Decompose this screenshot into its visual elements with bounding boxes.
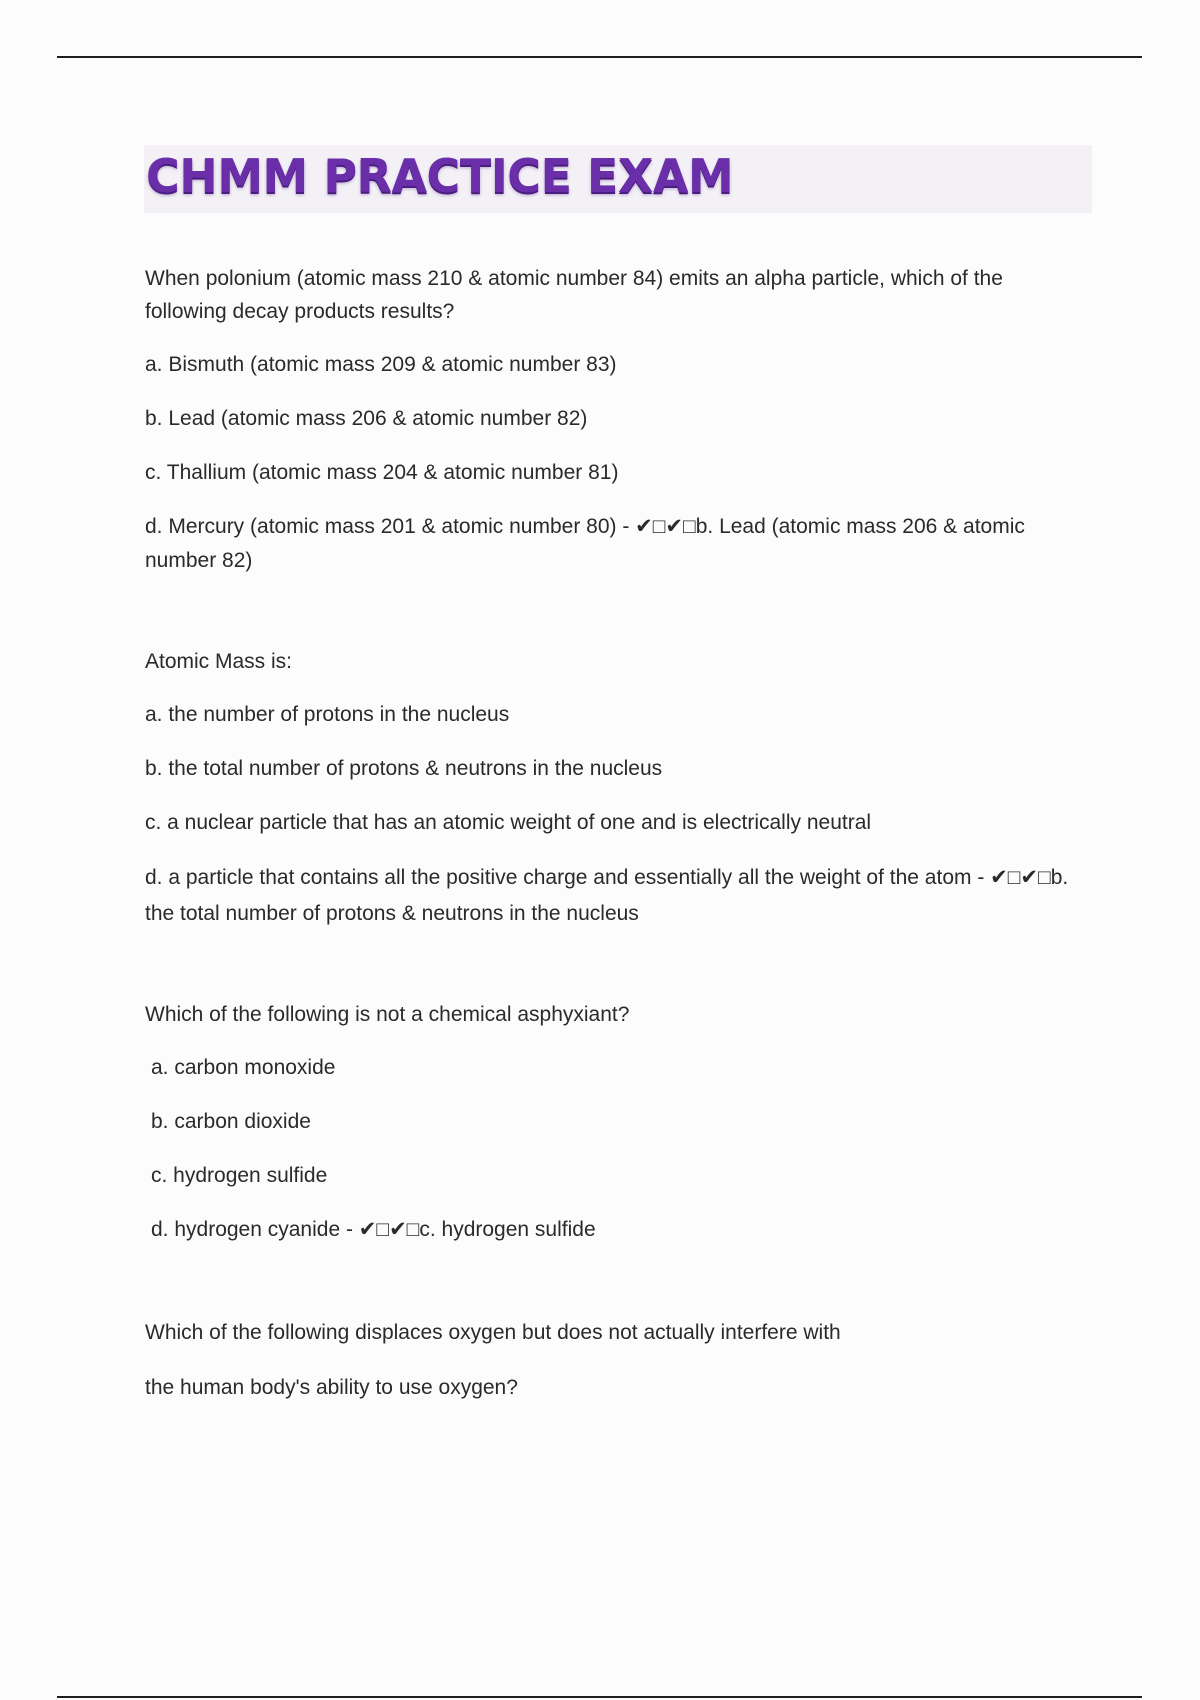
option-a: a. Bismuth (atomic mass 209 & atomic number 83) xyxy=(145,353,617,376)
question-stem: Atomic Mass is: xyxy=(145,650,293,673)
option-c: c. hydrogen sulfide xyxy=(151,1164,328,1187)
question-1 xyxy=(145,262,1075,578)
exam-content xyxy=(145,262,1075,1404)
question-2 xyxy=(145,645,1075,932)
option-b: b. carbon dioxide xyxy=(151,1110,311,1133)
top-rule xyxy=(57,56,1142,58)
option-d-answer: d. a particle that contains all the positive charge and essentially all the weight of the atom - ✔□✔□b. the total number of protons & neutrons in the nucleus xyxy=(145,866,1069,925)
question-stem: When polonium (atomic mass 210 & atomic number 84) emits an alpha particle, which of the following decay products results? xyxy=(145,267,1003,323)
option-d-answer: d. Mercury (atomic mass 201 & atomic number 80) - ✔□✔□b. Lead (atomic mass 206 & atomic number 82) xyxy=(145,515,1025,572)
option-d-answer: d. hydrogen cyanide - ✔□✔□c. hydrogen sulfide xyxy=(151,1218,596,1241)
option-b: b. the total number of protons & neutrons in the nucleus xyxy=(145,757,663,780)
option-c: c. Thallium (atomic mass 204 & atomic number 81) xyxy=(145,461,619,484)
title-banner xyxy=(144,145,1092,213)
question-stem-line-1: Which of the following displaces oxygen but does not actually interfere with xyxy=(145,1321,841,1344)
option-a: a. carbon monoxide xyxy=(151,1056,336,1079)
bottom-rule xyxy=(57,1696,1142,1698)
question-stem: Which of the following is not a chemical asphyxiant? xyxy=(145,1003,630,1026)
question-3 xyxy=(145,998,1075,1246)
question-stem-line-2: the human body's ability to use oxygen? xyxy=(145,1376,518,1399)
option-a: a. the number of protons in the nucleus xyxy=(145,703,510,726)
page-title: CHMM PRACTICE EXAM xyxy=(146,149,734,203)
question-4 xyxy=(145,1316,1075,1404)
option-b: b. Lead (atomic mass 206 & atomic number 82) xyxy=(145,407,588,430)
option-c: c. a nuclear particle that has an atomic weight of one and is electrically neutral xyxy=(145,811,872,834)
